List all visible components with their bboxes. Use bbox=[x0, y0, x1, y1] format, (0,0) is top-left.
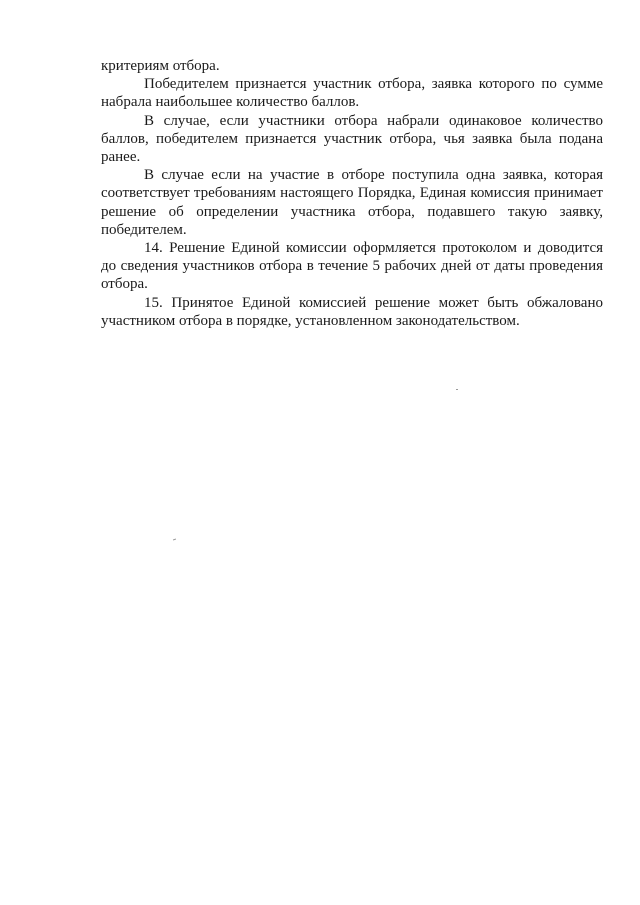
paragraph-single-application: В случае если на участие в отборе поступила одна заявка, которая соответствует требованиям настоящего Порядка, Единая комиссия принимает решение об определении участника отбора, подавшего такую заявку, победителем. bbox=[101, 167, 603, 238]
paragraph-item-15: 15. Принятое Единой комиссией решение может быть обжаловано участником отбора в порядке, установленном законодательством. bbox=[101, 294, 603, 329]
document-body bbox=[101, 57, 603, 330]
paragraph-winner-rule: Победителем признается участник отбора, заявка которого по сумме набрала наибольшее количество баллов. bbox=[101, 76, 603, 111]
paragraph-continuation: критериям отбора. bbox=[101, 58, 220, 74]
paragraph-tie-rule: В случае, если участники отбора набрали одинаковое количество баллов, победителем признается участник отбора, чья заявка была подана ранее. bbox=[101, 112, 603, 166]
scan-speck bbox=[456, 389, 458, 390]
paragraph-item-14: 14. Решение Единой комиссии оформляется протоколом и доводится до сведения участников отбора в течение 5 рабочих дней от даты проведения отбора. bbox=[101, 240, 603, 293]
scan-speck bbox=[173, 539, 176, 541]
